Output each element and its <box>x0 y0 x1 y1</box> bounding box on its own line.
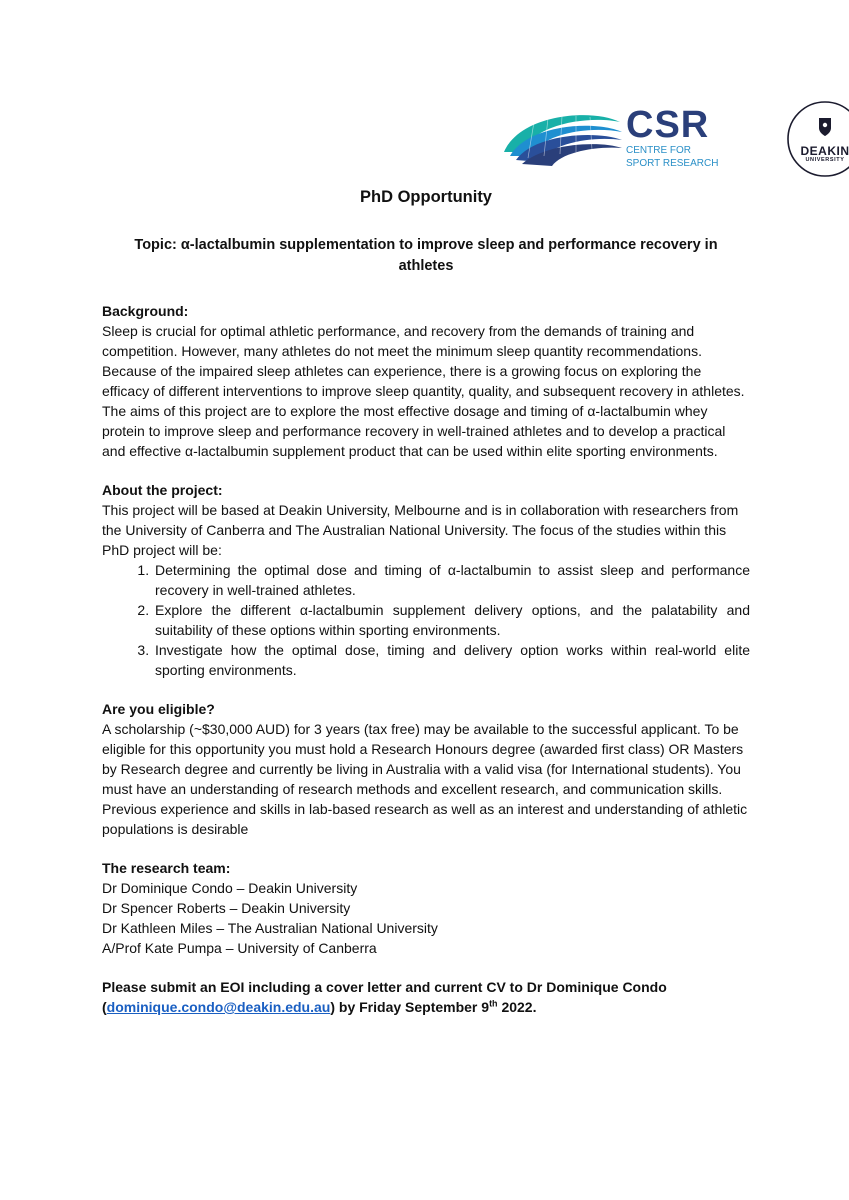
submit-instructions <box>102 977 750 1017</box>
csr-line-2: SPORT RESEARCH <box>626 157 719 169</box>
project-focus-list <box>102 560 750 680</box>
submit-line-1: Please submit an EOI including a cover letter and current CV to Dr Dominique Condo <box>102 979 667 995</box>
background-heading: Background: <box>102 303 189 319</box>
submission-section <box>102 977 750 1017</box>
team-member: Dr Dominique Condo – Deakin University <box>102 880 358 896</box>
list-item: 2. Explore the different α-lactalbumin supplement delivery options, and the palatability and suitability of these options within sporting environments. <box>153 600 750 640</box>
team-section <box>102 858 750 958</box>
csr-wordmark <box>626 106 718 169</box>
eligibility-section <box>102 699 750 839</box>
team-member: Dr Kathleen Miles – The Australian National University <box>102 920 438 936</box>
contact-email-link[interactable]: dominique.condo@deakin.edu.au <box>106 999 331 1015</box>
deakin-sub: UNIVERSITY <box>805 157 845 163</box>
team-member: Dr Spencer Roberts – Deakin University <box>102 900 351 916</box>
submit-ordinal: th <box>489 998 498 1009</box>
deakin-logo <box>786 100 849 178</box>
csr-line-1: CENTRE FOR <box>626 145 691 156</box>
background-section <box>102 301 750 461</box>
csr-swoosh-logo <box>500 108 624 172</box>
project-heading: About the project: <box>102 482 223 498</box>
topic-heading: Topic: α-lactalbumin supplementation to improve sleep and performance recovery in athletes <box>134 237 718 274</box>
csr-acronym: CSR <box>626 104 710 146</box>
deakin-seal-icon <box>786 100 849 178</box>
list-item: 1. Determining the optimal dose and timing of α-lactalbumin to assist sleep and performance recovery in well-trained athletes. <box>153 560 750 600</box>
list-item: 3. Investigate how the optimal dose, timing and delivery option works within real-world elite sporting environments. <box>153 640 750 680</box>
background-text: Sleep is crucial for optimal athletic performance, and recovery from the demands of training and competition. However, many athletes do not meet the minimum sleep quantity recommendations. Because of the impaired sleep athletes can experience, there is a growing focus on exploring the efficacy of different interventions to improve sleep quantity, quality, and subsequent recovery in athletes. The aims of this project are to explore the most effective dosage and timing of α-lactalbumin whey protein to improve sleep and performance recovery in well-trained athletes and to develop a practical and effective α-lactalbumin supplement product that can be used within elite sporting environments. <box>102 323 745 459</box>
eligibility-heading: Are you eligible? <box>102 701 215 717</box>
submit-open-paren: ( <box>102 999 107 1015</box>
header-logos <box>500 100 849 190</box>
deakin-name: DEAKIN <box>800 144 849 158</box>
submit-year: 2022. <box>497 999 537 1015</box>
project-section <box>102 480 750 680</box>
submit-deadline: ) by Friday September 9 <box>330 999 490 1015</box>
team-heading: The research team: <box>102 860 231 876</box>
project-intro: This project will be based at Deakin University, Melbourne and is in collaboration with researchers from the University of Canberra and The Australian National University. The focus of the studies within this PhD project will be: <box>102 502 739 558</box>
document-body <box>102 188 750 1017</box>
eligibility-text: A scholarship (~$30,000 AUD) for 3 years (tax free) may be available to the successful applicant. To be eligible for this opportunity you must hold a Research Honours degree (awarded first class) OR Masters by Research degree and currently be living in Australia with a valid visa (for International students). You must have an understanding of research methods and excellent research, and communication skills. Previous experience and skills in lab-based research as well as an interest and understanding of athletic populations is desirable <box>102 721 748 837</box>
page-title: PhD Opportunity <box>360 188 492 206</box>
team-member: A/Prof Kate Pumpa – University of Canberra <box>102 940 377 956</box>
